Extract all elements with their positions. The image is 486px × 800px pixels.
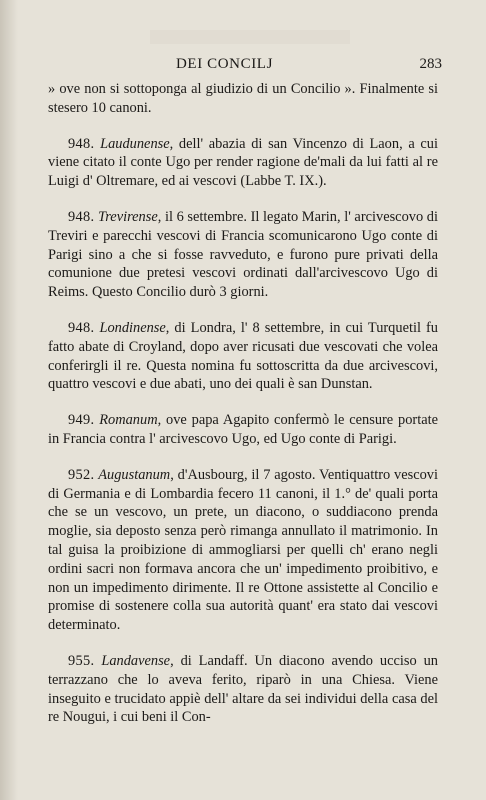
paragraph-continuation	[48, 80, 438, 118]
entry-year: 949.	[68, 412, 95, 429]
council-name: Trevirense	[98, 208, 158, 225]
council-name: Landavense	[101, 652, 171, 669]
body-text	[48, 80, 438, 744]
entry-year: 948.	[68, 135, 95, 152]
entry-trevirense	[48, 208, 438, 302]
entry-year: 948.	[68, 208, 95, 225]
entry-laudunense	[48, 135, 438, 191]
council-name: Romanum	[99, 412, 158, 429]
paragraph-text: , di Landaff. Un diacono avendo ucciso un terrazzano che lo aveva ferito, riparò in una Chiesa. Viene inseguito e trucidato appiè dell' altare da sei individui della casa del re Nougui, i cui beni il Con-	[48, 652, 438, 726]
entry-year: 955.	[68, 652, 95, 669]
paragraph-text: , di Londra, l' 8 settembre, in cui Turquetil fu fatto abate di Croyland, dopo aver ricusati due vescovati che volea conferirgli il re. Questa nomina fu sottoscritta da due arcivescovi, quattro vescovi e due abati, uno dei quali è san Dunstan.	[48, 319, 438, 393]
paragraph-text: , ove papa Agapito confermò le censure portate in Francia contra l' arcivescovo Ugo, ed Ugo conte di Parigi.	[48, 412, 438, 447]
running-head: DEI CONCILJ	[176, 56, 274, 72]
entry-landavense	[48, 652, 438, 727]
paragraph-text: , il 6 settembre. Il legato Marin, l' arcivescovo di Treviri e parecchi vescovi di Francia scomunicarono Ugo conte di Parigi sino a che si fosse ravveduto, e furono pure privati della comunione due pretesi vescovi ordinati dall'arcivescovo Ugo di Reims. Questo Concilio durò 3 giorni.	[48, 208, 438, 301]
council-name: Augustanum	[98, 466, 171, 483]
page-spine-shadow	[0, 0, 18, 800]
page-number: 283	[419, 56, 442, 72]
entry-year: 948.	[68, 319, 95, 336]
paragraph-text: , d'Ausbourg, il 7 agosto. Ventiquattro vescovi di Germania e di Lombardia fecero 11 canoni, il 1.° de' quali porta che se un vescovo, un prete, un diacono, o suddiacono prenda moglie, sia deposto senza però rimanga annullato il matrimonio. In tal guisa la proibizione di ammogliarsi per quelli ch' erano negli ordini sacri non formava ancora che un' impedimento proibitivo, e non un impedimento dirimente. Il re Ottone assistette al Concilio e promise di sostenere colla sua autorità quant' era stato dai vescovi determinato.	[48, 466, 438, 634]
paragraph-text: , dell' abazia di san Vincenzo di Laon, a cui viene citato il conte Ugo per render ragione de'mali da lui fatti al re Luigi d' Oltremare, ed ai vescovi (Labbe T. IX.).	[48, 135, 438, 190]
entry-year: 952.	[68, 466, 95, 483]
page-header	[0, 56, 486, 76]
entry-romanum	[48, 411, 438, 449]
paragraph-text: » ove non si sottoponga al giudizio di un Concilio ». Finalmente si stesero 10 canoni.	[48, 81, 438, 116]
show-through-bleed	[150, 30, 350, 44]
entry-londinense	[48, 319, 438, 394]
council-name: Londinense	[99, 319, 166, 336]
council-name: Laudunense	[100, 135, 170, 152]
entry-augustanum	[48, 466, 438, 635]
